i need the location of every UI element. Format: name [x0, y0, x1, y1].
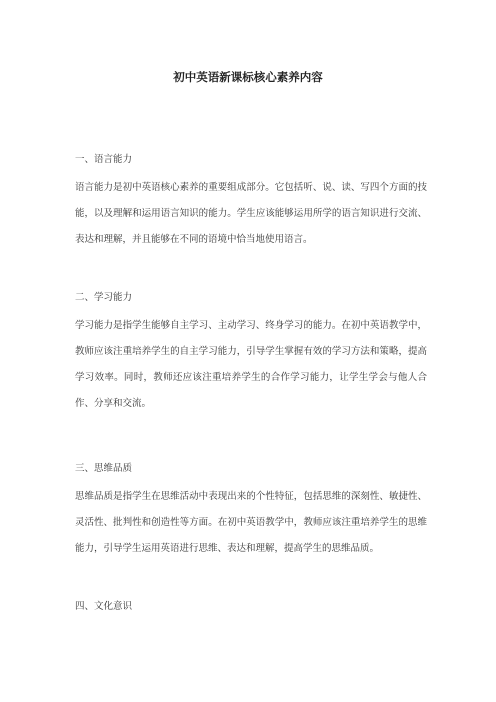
section-heading-thinking-quality: 三、思维品质 — [75, 463, 133, 474]
section-heading-language-ability: 一、语言能力 — [75, 154, 133, 165]
section-heading-cultural-awareness: 四、文化意识 — [75, 601, 133, 612]
document-title: 初中英语新课标核心素养内容 — [173, 70, 323, 84]
section-paragraph-learning-ability: 学习能力是指学生能够自主学习、主动学习、终身学习的能力。在初中英语教学中，教师应该注重培养学生的自主学习能力，引导学生掌握有效的学习方法和策略，提高学习效率。同时，教师还应该注重培养学生的合作学习能力，让学生学会与他人合作、分享和交流。 — [75, 320, 427, 409]
section-heading-learning-ability: 二、学习能力 — [75, 292, 133, 303]
section-paragraph-language-ability: 语言能力是初中英语核心素养的重要组成部分。它包括听、说、读、写四个方面的技能，以及理解和运用语言知识的能力。学生应该能够运用所学的语言知识进行交流、表达和理解，并且能够在不同的语境中恰当地使用语言。 — [75, 182, 427, 245]
section-paragraph-thinking-quality: 思维品质是指学生在思维活动中表现出来的个性特征，包括思维的深刻性、敏捷性、灵活性、批判性和创造性等方面。在初中英语教学中，教师应该注重培养学生的思维能力，引导学生运用英语进行思维、表达和理解，提高学生的思维品质。 — [75, 491, 427, 554]
